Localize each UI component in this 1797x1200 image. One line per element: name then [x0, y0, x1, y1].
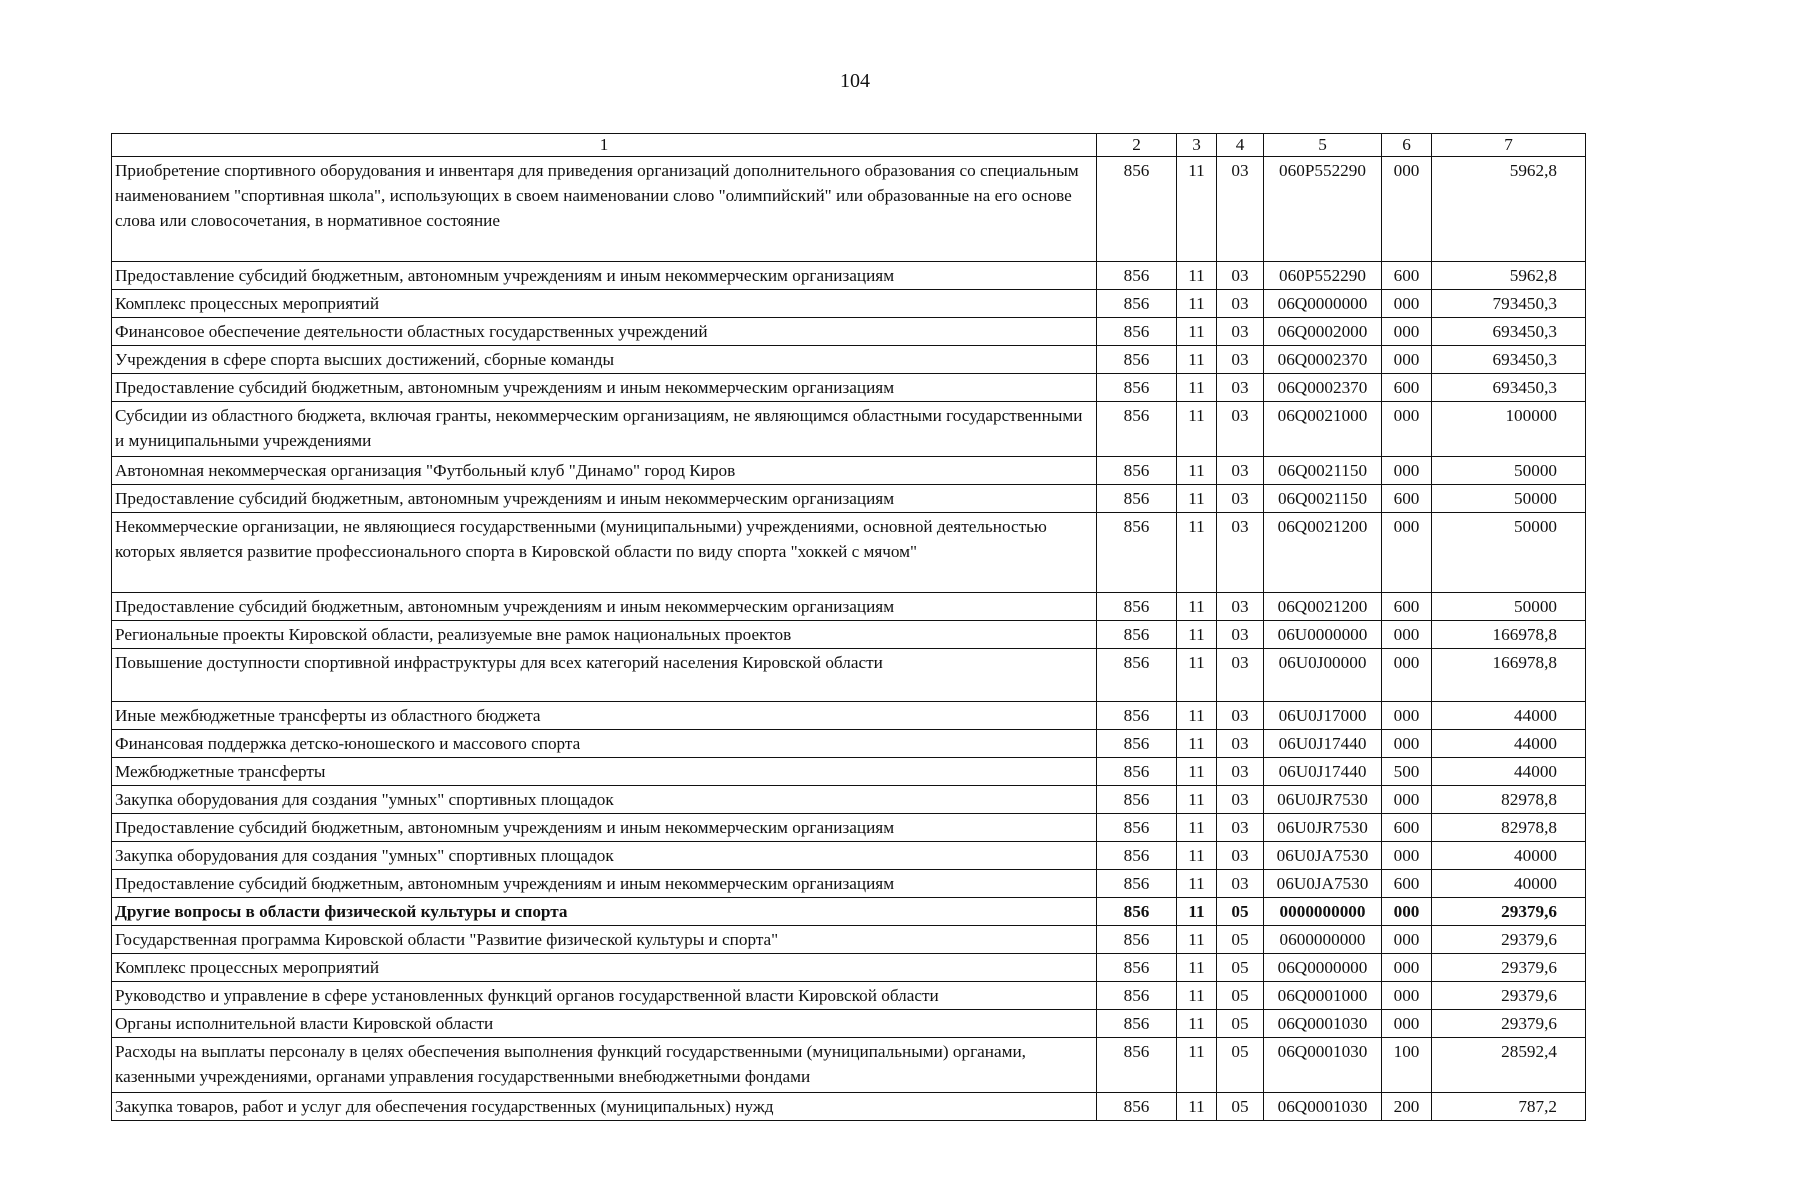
row-target-article: 060P552290 [1264, 157, 1382, 262]
row-amount: 29379,6 [1432, 954, 1586, 982]
row-target-article: 06U0JR7530 [1264, 814, 1382, 842]
budget-table [111, 133, 1586, 1121]
row-admin-code: 856 [1097, 513, 1177, 593]
row-expense-type: 000 [1382, 457, 1432, 485]
row-admin-code: 856 [1097, 926, 1177, 954]
row-name-cell: Предоставление субсидий бюджетным, автономным учреждениям и иным некоммерческим организациям [112, 870, 1097, 898]
row-name-cell: Финансовое обеспечение деятельности областных государственных учреждений [112, 318, 1097, 346]
header-col-4: 4 [1217, 134, 1264, 157]
table-row [112, 982, 1586, 1010]
table-row [112, 1093, 1586, 1121]
row-subsection: 03 [1217, 513, 1264, 593]
row-admin-code: 856 [1097, 1093, 1177, 1121]
row-expense-type: 000 [1382, 318, 1432, 346]
row-name-cell: Предоставление субсидий бюджетным, автономным учреждениям и иным некоммерческим организациям [112, 814, 1097, 842]
row-admin-code: 856 [1097, 457, 1177, 485]
table-row [112, 814, 1586, 842]
row-subsection: 03 [1217, 402, 1264, 457]
row-expense-type: 000 [1382, 290, 1432, 318]
row-target-article: 0600000000 [1264, 926, 1382, 954]
row-expense-type: 600 [1382, 485, 1432, 513]
row-section: 11 [1177, 786, 1217, 814]
table-row [112, 485, 1586, 513]
table-row [112, 758, 1586, 786]
row-expense-type: 000 [1382, 402, 1432, 457]
row-amount: 44000 [1432, 758, 1586, 786]
row-admin-code: 856 [1097, 898, 1177, 926]
row-name-cell: Предоставление субсидий бюджетным, автономным учреждениям и иным некоммерческим организациям [112, 262, 1097, 290]
row-section: 11 [1177, 262, 1217, 290]
row-admin-code: 856 [1097, 702, 1177, 730]
row-target-article: 06U0J17440 [1264, 730, 1382, 758]
table-row [112, 954, 1586, 982]
row-subsection: 05 [1217, 898, 1264, 926]
row-expense-type: 000 [1382, 1010, 1432, 1038]
row-expense-type: 000 [1382, 954, 1432, 982]
header-col-3: 3 [1177, 134, 1217, 157]
row-name-cell: Приобретение спортивного оборудования и инвентаря для приведения организаций дополнительного образования со специальным наименованием "спортивная школа", использующих в своем наименовании слово "олимпийский" или образованные на его основе слова или словосочетания, в нормативное состояние [112, 157, 1097, 262]
row-expense-type: 000 [1382, 621, 1432, 649]
row-admin-code: 856 [1097, 318, 1177, 346]
row-target-article: 06Q0021200 [1264, 593, 1382, 621]
table-row [112, 1010, 1586, 1038]
row-expense-type: 600 [1382, 870, 1432, 898]
row-target-article: 06U0JA7530 [1264, 842, 1382, 870]
row-target-article: 06Q0021150 [1264, 457, 1382, 485]
row-section: 11 [1177, 1038, 1217, 1093]
row-admin-code: 856 [1097, 649, 1177, 702]
row-admin-code: 856 [1097, 870, 1177, 898]
row-section: 11 [1177, 814, 1217, 842]
header-col-2: 2 [1097, 134, 1177, 157]
row-amount: 5962,8 [1432, 157, 1586, 262]
row-admin-code: 856 [1097, 758, 1177, 786]
row-subsection: 03 [1217, 730, 1264, 758]
row-section: 11 [1177, 898, 1217, 926]
row-expense-type: 000 [1382, 513, 1432, 593]
row-subsection: 05 [1217, 954, 1264, 982]
row-name-cell: Комплекс процессных мероприятий [112, 954, 1097, 982]
row-expense-type: 600 [1382, 593, 1432, 621]
row-name-cell: Финансовая поддержка детско-юношеского и массового спорта [112, 730, 1097, 758]
row-amount: 166978,8 [1432, 649, 1586, 702]
row-section: 11 [1177, 954, 1217, 982]
row-subsection: 03 [1217, 870, 1264, 898]
row-subsection: 05 [1217, 926, 1264, 954]
row-target-article: 06Q0002370 [1264, 346, 1382, 374]
row-amount: 44000 [1432, 702, 1586, 730]
row-name-cell: Предоставление субсидий бюджетным, автономным учреждениям и иным некоммерческим организациям [112, 485, 1097, 513]
table-row [112, 290, 1586, 318]
row-amount: 29379,6 [1432, 926, 1586, 954]
row-target-article: 06U0JR7530 [1264, 786, 1382, 814]
row-name-cell: Межбюджетные трансферты [112, 758, 1097, 786]
row-admin-code: 856 [1097, 346, 1177, 374]
row-amount: 50000 [1432, 485, 1586, 513]
row-section: 11 [1177, 621, 1217, 649]
row-amount: 82978,8 [1432, 786, 1586, 814]
row-expense-type: 000 [1382, 649, 1432, 702]
row-admin-code: 856 [1097, 814, 1177, 842]
row-name-cell: Повышение доступности спортивной инфраструктуры для всех категорий населения Кировской области [112, 649, 1097, 702]
row-subsection: 03 [1217, 262, 1264, 290]
row-section: 11 [1177, 1010, 1217, 1038]
row-section: 11 [1177, 513, 1217, 593]
row-subsection: 05 [1217, 982, 1264, 1010]
row-subsection: 03 [1217, 157, 1264, 262]
row-subsection: 03 [1217, 842, 1264, 870]
row-name-cell: Учреждения в сфере спорта высших достижений, сборные команды [112, 346, 1097, 374]
table-row [112, 262, 1586, 290]
row-subsection: 03 [1217, 290, 1264, 318]
table-row [112, 457, 1586, 485]
row-subsection: 03 [1217, 374, 1264, 402]
row-expense-type: 000 [1382, 702, 1432, 730]
row-section: 11 [1177, 649, 1217, 702]
row-name-cell: Автономная некоммерческая организация "Футбольный клуб "Динамо" город Киров [112, 457, 1097, 485]
row-expense-type: 500 [1382, 758, 1432, 786]
row-subsection: 05 [1217, 1038, 1264, 1093]
row-amount: 29379,6 [1432, 898, 1586, 926]
row-admin-code: 856 [1097, 730, 1177, 758]
row-subsection: 03 [1217, 621, 1264, 649]
row-amount: 29379,6 [1432, 1010, 1586, 1038]
row-subsection: 03 [1217, 758, 1264, 786]
row-amount: 29379,6 [1432, 982, 1586, 1010]
row-admin-code: 856 [1097, 842, 1177, 870]
row-subsection: 03 [1217, 593, 1264, 621]
row-amount: 40000 [1432, 842, 1586, 870]
row-subsection: 03 [1217, 649, 1264, 702]
row-amount: 5962,8 [1432, 262, 1586, 290]
row-subsection: 03 [1217, 786, 1264, 814]
row-expense-type: 100 [1382, 1038, 1432, 1093]
row-expense-type: 000 [1382, 157, 1432, 262]
row-amount: 82978,8 [1432, 814, 1586, 842]
row-target-article: 06U0J17000 [1264, 702, 1382, 730]
row-expense-type: 600 [1382, 374, 1432, 402]
table-row [112, 898, 1586, 926]
row-admin-code: 856 [1097, 290, 1177, 318]
row-section: 11 [1177, 702, 1217, 730]
row-name-cell: Иные межбюджетные трансферты из областного бюджета [112, 702, 1097, 730]
row-admin-code: 856 [1097, 786, 1177, 814]
table-row [112, 926, 1586, 954]
table-row [112, 346, 1586, 374]
table-row [112, 1038, 1586, 1093]
row-subsection: 03 [1217, 457, 1264, 485]
row-amount: 50000 [1432, 513, 1586, 593]
row-target-article: 06U0J17440 [1264, 758, 1382, 786]
row-amount: 793450,3 [1432, 290, 1586, 318]
row-name-cell: Региональные проекты Кировской области, реализуемые вне рамок национальных проектов [112, 621, 1097, 649]
row-target-article: 06Q0000000 [1264, 290, 1382, 318]
row-amount: 693450,3 [1432, 346, 1586, 374]
row-subsection: 05 [1217, 1010, 1264, 1038]
row-expense-type: 000 [1382, 730, 1432, 758]
row-target-article: 06Q0021150 [1264, 485, 1382, 513]
row-section: 11 [1177, 758, 1217, 786]
table-row [112, 593, 1586, 621]
row-admin-code: 856 [1097, 157, 1177, 262]
row-name-cell: Другие вопросы в области физической культуры и спорта [112, 898, 1097, 926]
row-expense-type: 600 [1382, 814, 1432, 842]
row-expense-type: 600 [1382, 262, 1432, 290]
row-expense-type: 200 [1382, 1093, 1432, 1121]
row-section: 11 [1177, 842, 1217, 870]
table-row [112, 157, 1586, 262]
row-target-article: 06Q0021200 [1264, 513, 1382, 593]
row-target-article: 06Q0001030 [1264, 1038, 1382, 1093]
table-row [112, 730, 1586, 758]
row-amount: 50000 [1432, 593, 1586, 621]
row-expense-type: 000 [1382, 346, 1432, 374]
row-name-cell: Предоставление субсидий бюджетным, автономным учреждениям и иным некоммерческим организациям [112, 593, 1097, 621]
row-amount: 693450,3 [1432, 318, 1586, 346]
row-amount: 44000 [1432, 730, 1586, 758]
row-name-cell: Закупка оборудования для создания "умных" спортивных площадок [112, 786, 1097, 814]
table-row [112, 402, 1586, 457]
row-name-cell: Руководство и управление в сфере установленных функций органов государственной власти Кировской области [112, 982, 1097, 1010]
row-subsection: 03 [1217, 702, 1264, 730]
row-admin-code: 856 [1097, 485, 1177, 513]
row-admin-code: 856 [1097, 1038, 1177, 1093]
row-amount: 100000 [1432, 402, 1586, 457]
table-row [112, 318, 1586, 346]
row-name-cell: Закупка товаров, работ и услуг для обеспечения государственных (муниципальных) нужд [112, 1093, 1097, 1121]
row-amount: 166978,8 [1432, 621, 1586, 649]
row-admin-code: 856 [1097, 982, 1177, 1010]
row-amount: 693450,3 [1432, 374, 1586, 402]
row-target-article: 06Q0021000 [1264, 402, 1382, 457]
header-col-7: 7 [1432, 134, 1586, 157]
table-row [112, 513, 1586, 593]
row-target-article: 06U0000000 [1264, 621, 1382, 649]
table-row [112, 374, 1586, 402]
row-admin-code: 856 [1097, 262, 1177, 290]
row-expense-type: 000 [1382, 842, 1432, 870]
row-amount: 40000 [1432, 870, 1586, 898]
row-section: 11 [1177, 374, 1217, 402]
row-section: 11 [1177, 157, 1217, 262]
header-col-5: 5 [1264, 134, 1382, 157]
row-name-cell: Расходы на выплаты персоналу в целях обеспечения выполнения функций государственными (муниципальными) органами, казенными учреждениями, органами управления государственными внебюджетными фондами [112, 1038, 1097, 1093]
table-row [112, 649, 1586, 702]
row-name-cell: Органы исполнительной власти Кировской области [112, 1010, 1097, 1038]
row-expense-type: 000 [1382, 982, 1432, 1010]
row-subsection: 03 [1217, 318, 1264, 346]
row-section: 11 [1177, 457, 1217, 485]
row-expense-type: 000 [1382, 898, 1432, 926]
row-admin-code: 856 [1097, 1010, 1177, 1038]
row-section: 11 [1177, 1093, 1217, 1121]
row-section: 11 [1177, 926, 1217, 954]
row-name-cell: Закупка оборудования для создания "умных" спортивных площадок [112, 842, 1097, 870]
header-col-1: 1 [112, 134, 1097, 157]
row-section: 11 [1177, 485, 1217, 513]
table-row [112, 786, 1586, 814]
row-expense-type: 000 [1382, 926, 1432, 954]
row-target-article: 06Q0001030 [1264, 1093, 1382, 1121]
row-expense-type: 000 [1382, 786, 1432, 814]
row-section: 11 [1177, 593, 1217, 621]
row-subsection: 05 [1217, 1093, 1264, 1121]
header-row [112, 134, 1586, 157]
row-target-article: 06U0J00000 [1264, 649, 1382, 702]
row-section: 11 [1177, 346, 1217, 374]
row-admin-code: 856 [1097, 374, 1177, 402]
row-target-article: 06Q0001000 [1264, 982, 1382, 1010]
table-row [112, 870, 1586, 898]
row-admin-code: 856 [1097, 402, 1177, 457]
row-target-article: 060P552290 [1264, 262, 1382, 290]
row-section: 11 [1177, 870, 1217, 898]
row-name-cell: Предоставление субсидий бюджетным, автономным учреждениям и иным некоммерческим организациям [112, 374, 1097, 402]
table-row [112, 621, 1586, 649]
row-section: 11 [1177, 318, 1217, 346]
row-target-article: 06Q0001030 [1264, 1010, 1382, 1038]
row-subsection: 03 [1217, 346, 1264, 374]
page-number: 104 [840, 70, 870, 92]
row-target-article: 06Q0000000 [1264, 954, 1382, 982]
row-section: 11 [1177, 290, 1217, 318]
row-admin-code: 856 [1097, 593, 1177, 621]
table-row [112, 702, 1586, 730]
row-target-article: 06Q0002000 [1264, 318, 1382, 346]
row-name-cell: Государственная программа Кировской области "Развитие физической культуры и спорта" [112, 926, 1097, 954]
row-subsection: 03 [1217, 485, 1264, 513]
table-row [112, 842, 1586, 870]
row-name-cell: Субсидии из областного бюджета, включая гранты, некоммерческим организациям, не являющимся областными государственными и муниципальными учреждениями [112, 402, 1097, 457]
row-amount: 28592,4 [1432, 1038, 1586, 1093]
row-name-cell: Комплекс процессных мероприятий [112, 290, 1097, 318]
row-amount: 787,2 [1432, 1093, 1586, 1121]
row-section: 11 [1177, 730, 1217, 758]
row-target-article: 06Q0002370 [1264, 374, 1382, 402]
row-section: 11 [1177, 982, 1217, 1010]
header-col-6: 6 [1382, 134, 1432, 157]
row-admin-code: 856 [1097, 954, 1177, 982]
row-target-article: 06U0JA7530 [1264, 870, 1382, 898]
row-section: 11 [1177, 402, 1217, 457]
row-name-cell: Некоммерческие организации, не являющиеся государственными (муниципальными) учреждениями, основной деятельностью которых является развитие профессионального спорта в Кировской области по виду спорта "хоккей с мячом" [112, 513, 1097, 593]
row-admin-code: 856 [1097, 621, 1177, 649]
row-target-article: 0000000000 [1264, 898, 1382, 926]
row-subsection: 03 [1217, 814, 1264, 842]
row-amount: 50000 [1432, 457, 1586, 485]
